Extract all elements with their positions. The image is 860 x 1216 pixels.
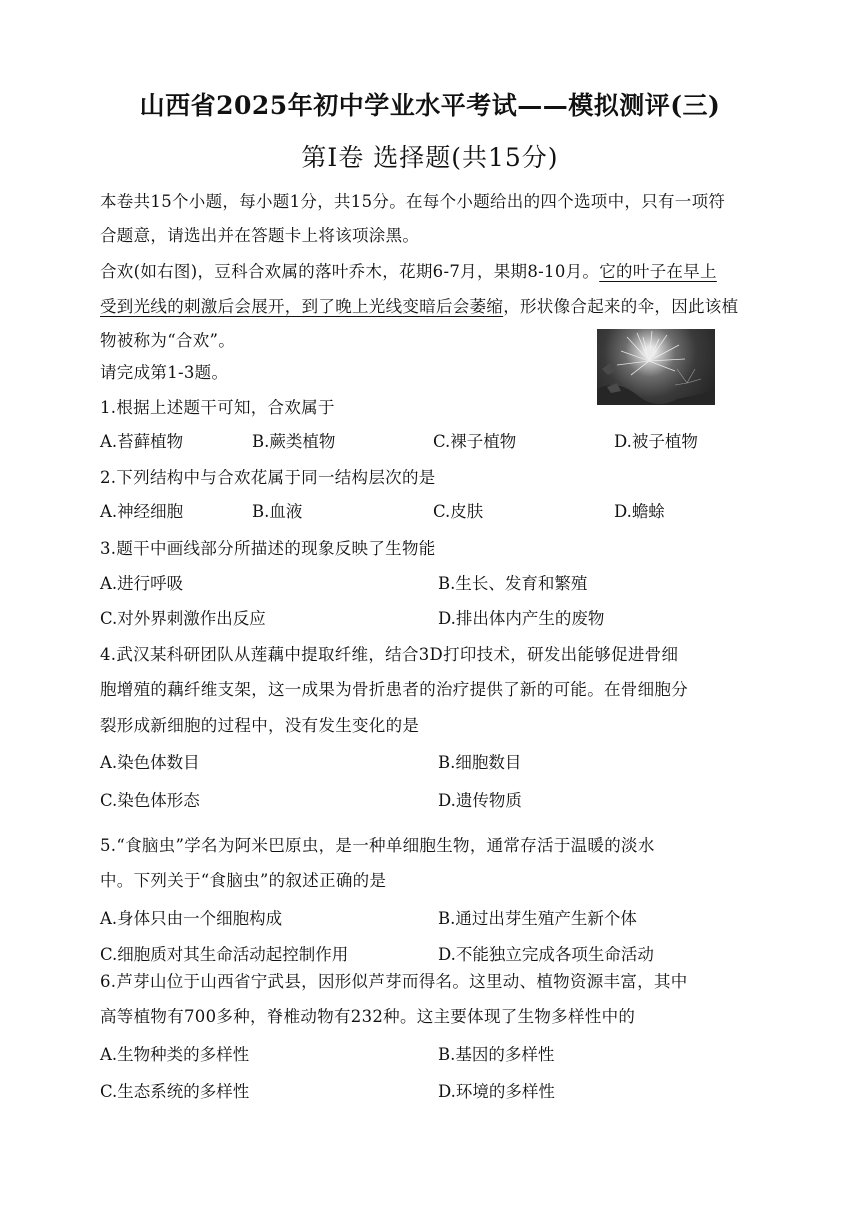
question-3-option-b: B.生长、发育和繁殖 — [438, 574, 588, 593]
question-5-option-c: C.细胞质对其生命活动起控制作用 — [100, 945, 349, 964]
question-4-stem: 胞增殖的藕纤维支架，这一成果为骨折患者的治疗提供了新的可能。在骨细胞分 — [100, 680, 688, 699]
question-4-option-b: B.细胞数目 — [438, 753, 522, 772]
underlined-text: 受到光线的刺激后会展开，到了晚上光线变暗后会萎缩 — [100, 297, 504, 316]
question-4-option-c: C.染色体形态 — [100, 791, 200, 810]
question-2-option-c: C.皮肤 — [433, 502, 484, 521]
question-6-option-b: B.基因的多样性 — [438, 1045, 555, 1064]
passage-line-1 — [100, 258, 717, 282]
question-3-stem: 3.题干中画线部分所描述的现象反映了生物能 — [100, 539, 436, 558]
question-4-stem: 4.武汉某科研团队从莲藕中提取纤维，结合3D打印技术，研发出能够促进骨细 — [100, 645, 679, 664]
question-2-option-d: D.蟾蜍 — [614, 502, 665, 521]
question-2-option-a: A.神经细胞 — [100, 502, 184, 521]
page-title: 山西省2025年初中学业水平考试——模拟测评(三) — [139, 91, 721, 120]
question-6-option-a: A.生物种类的多样性 — [100, 1045, 250, 1064]
question-4-option-d: D.遗传物质 — [438, 791, 522, 810]
question-5-stem: 中。下列关于“食脑虫”的叙述正确的是 — [100, 871, 387, 890]
question-1-option-a: A.苔藓植物 — [100, 432, 184, 451]
intro-line-1: 本卷共15个小题，每小题1分，共15分。在每个小题给出的四个选项中，只有一项符 — [100, 192, 726, 211]
question-5-option-b: B.通过出芽生殖产生新个体 — [438, 909, 637, 928]
question-2-option-b: B.血液 — [252, 502, 303, 521]
question-6-option-d: D.环境的多样性 — [438, 1082, 555, 1101]
question-1-option-d: D.被子植物 — [614, 432, 698, 451]
albizia-flower-photo — [597, 329, 715, 405]
section-title: 第Ⅰ卷 选择题(共15分) — [301, 143, 559, 172]
question-5-option-a: A.身体只由一个细胞构成 — [100, 909, 283, 928]
question-2-stem: 2.下列结构中与合欢花属于同一结构层次的是 — [100, 468, 436, 487]
question-3-option-a: A.进行呼吸 — [100, 574, 184, 593]
question-6-stem: 高等植物有700多种，脊椎动物有232种。这主要体现了生物多样性中的 — [100, 1007, 636, 1026]
question-6-stem: 6.芦芽山位于山西省宁武县，因形似芦芽而得名。这里动、植物资源丰富，其中 — [100, 972, 688, 991]
underlined-text: 它的叶子在早上 — [599, 262, 717, 281]
intro-line-2: 合题意，请选出并在答题卡上将该项涂黑。 — [100, 226, 420, 245]
question-1-option-b: B.蕨类植物 — [252, 432, 336, 451]
question-4-option-a: A.染色体数目 — [100, 753, 200, 772]
question-1-option-c: C.裸子植物 — [433, 432, 517, 451]
question-3-option-c: C.对外界刺激作出反应 — [100, 609, 266, 628]
passage-text: 合欢(如右图)，豆科合欢属的落叶乔木，花期6-7月，果期8-10月。 — [100, 262, 600, 281]
question-5-option-d: D.不能独立完成各项生命活动 — [438, 945, 654, 964]
question-6-option-c: C.生态系统的多样性 — [100, 1082, 250, 1101]
passage-text: ，形状像合起来的伞，因此该植 — [503, 297, 739, 316]
question-3-option-d: D.排出体内产生的废物 — [438, 609, 605, 628]
question-5-stem: 5.“食脑虫”学名为阿米巴原虫，是一种单细胞生物，通常存活于温暖的淡水 — [100, 836, 655, 855]
question-1-stem: 1.根据上述题干可知，合欢属于 — [100, 398, 335, 417]
passage-line-2 — [100, 293, 738, 317]
passage-line-3: 物被称为“合欢”。 — [100, 331, 236, 350]
question-4-stem: 裂形成新细胞的过程中，没有发生变化的是 — [100, 716, 420, 735]
passage-line-4: 请完成第1-3题。 — [100, 363, 229, 382]
